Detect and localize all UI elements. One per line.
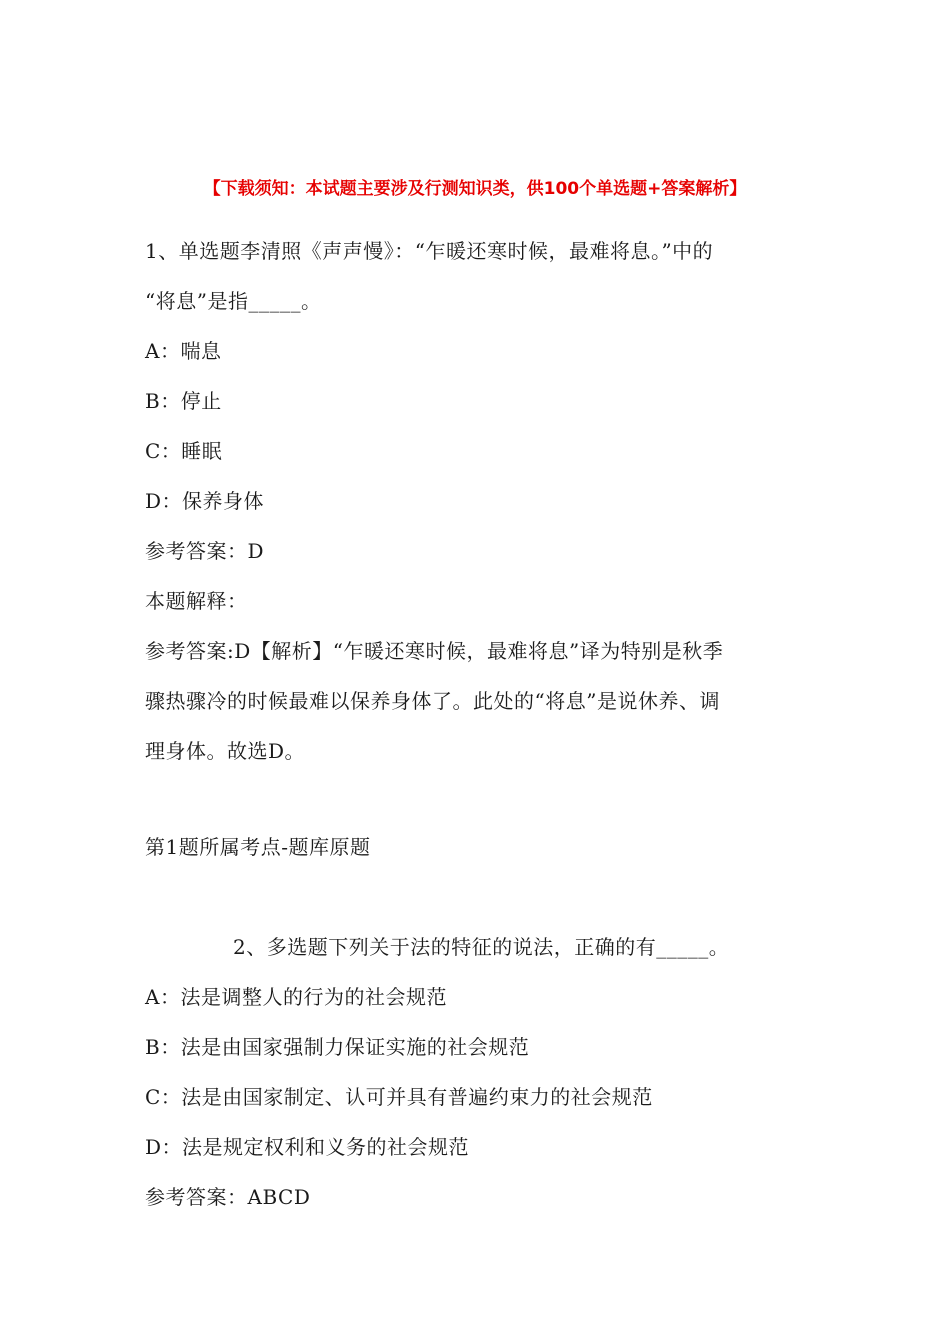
question-1-explain-line-1: 参考答案:D【解析】“乍暖还寒时候，最难将息”译为特别是秋季 (145, 639, 724, 663)
question-1-answer: 参考答案：D (145, 539, 265, 563)
question-2-option-c: C：法是由国家制定、认可并具有普遍约束力的社会规范 (145, 1085, 653, 1109)
question-1-option-d: D：保养身体 (145, 489, 265, 513)
question-1-stem-line-2: “将息”是指_____。 (145, 289, 322, 313)
question-1-explain-title: 本题解释： (145, 589, 248, 613)
question-1-explain-line-3: 理身体。故选D。 (145, 739, 306, 763)
question-1-option-a: A：喘息 (145, 339, 222, 363)
question-1-option-b: B：停止 (145, 389, 222, 413)
question-2-option-d: D：法是规定权利和义务的社会规范 (145, 1135, 470, 1159)
question-1-topic-block (145, 822, 810, 872)
question-1-explain-line-2: 骤热骤冷的时候最难以保养身体了。此处的“将息”是说休养、调 (145, 689, 720, 713)
question-2 (145, 922, 810, 1222)
question-1 (145, 226, 810, 776)
question-2-stem: 2、多选题下列关于法的特征的说法，正确的有_____。 (233, 935, 730, 959)
question-2-answer: 参考答案：ABCD (145, 1185, 311, 1209)
question-2-option-b: B：法是由国家强制力保证实施的社会规范 (145, 1035, 530, 1059)
question-1-option-c: C：睡眠 (145, 439, 223, 463)
question-1-stem-line-1: 1、单选题李清照《声声慢》：“乍暖还寒时候，最难将息。”中的 (145, 239, 714, 263)
question-2-option-a: A：法是调整人的行为的社会规范 (145, 985, 447, 1009)
download-notice: 【下载须知：本试题主要涉及行测知识类，供100个单选题+答案解析】 (203, 179, 747, 199)
question-1-topic: 第1题所属考点-题库原题 (145, 835, 371, 859)
